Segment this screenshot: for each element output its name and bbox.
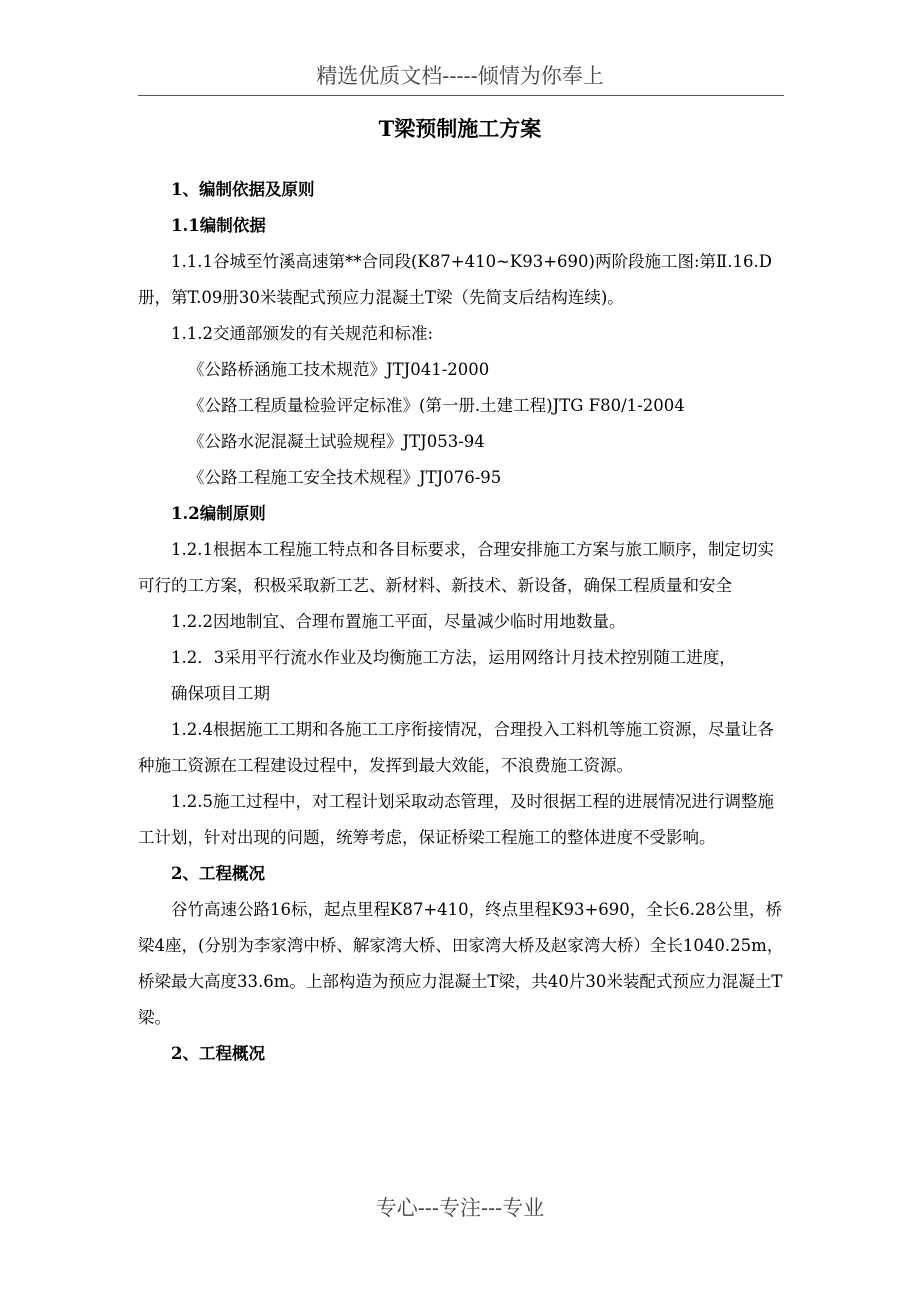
document-title: T梁预制施工方案 (378, 116, 542, 141)
reference-item: 《公路工程质量检验评定标准》(第一册.土建工程)JTG F80/1-2004 (188, 396, 685, 415)
header-divider (138, 95, 784, 96)
paragraph-2-1: 谷竹高速公路16标，起点里程K87+410，终点里程K93+690，全长6.28公里，桥梁4座，(分别为李家湾中桥、解家湾大桥、田家湾大桥及赵家湾大桥）全长1040.25m，桥梁最大高度33.6m。上部构造为预应力混凝土T梁，共40片30米装配式预应力混凝土T梁。 (138, 900, 784, 1027)
section-heading-2-repeat: 2、工程概况 (171, 1044, 265, 1063)
paragraph-1-2-4: 1.2.4根据施工工期和各施工工序衔接情况，合理投入工料机等施工资源，尽量让各种施工资源在工程建设过程中，发挥到最大效能，不浪费施工资源。 (138, 720, 774, 775)
section-heading-1: 1、编制依据及原则 (171, 180, 315, 199)
section-heading-2: 2、工程概况 (171, 864, 265, 883)
page-header: 精选优质文档-----倾情为你奉上 (316, 64, 604, 88)
paragraph-1-1-2: 1.1.2交通部颁发的有关规范和标准: (171, 324, 434, 343)
paragraph-1-2-2: 1.2.2因地制宜、合理布置施工平面，尽量减少临时用地数量。 (171, 612, 626, 631)
section-heading-1-1: 1.1编制依据 (171, 216, 266, 235)
paragraph-1-2-3-continued: 确保项目工期 (171, 684, 270, 703)
paragraph-1-2-1: 1.2.1根据本工程施工特点和各目标要求，合理安排施工方案与旅工顺序，制定切实可行的工方案，积极采取新工艺、新材料、新技术、新设备，确保工程质量和安全 (138, 540, 774, 595)
reference-item: 《公路水泥混凝土试验规程》JTJ053-94 (188, 432, 485, 451)
document-body (138, 172, 784, 1072)
page-footer: 专心---专注---专业 (375, 1196, 545, 1220)
paragraph-1-2-5: 1.2.5施工过程中，对工程计划采取动态管理，及时很据工程的进展情况进行调整施工计划，针对出现的问题，统筹考虑，保证桥梁工程施工的整体进度不受影响。 (138, 792, 774, 847)
reference-item: 《公路工程施工安全技术规程》JTJ076-95 (188, 468, 502, 487)
reference-item: 《公路桥涵施工技术规范》JTJ041-2000 (188, 360, 490, 379)
paragraph-1-2-3: 1.2．3采用平行流水作业及均衡施工方法，运用网络计月技术控别随工进度， (171, 648, 736, 667)
section-heading-1-2: 1.2编制原则 (171, 504, 266, 523)
paragraph-1-1-1: 1.1.1谷城至竹溪高速第**合同段(K87+410~K93+690)两阶段施工图:第Ⅱ.16.D册，第T.09册30米装配式预应力混凝土T梁（先简支后结构连续)。 (138, 252, 772, 307)
